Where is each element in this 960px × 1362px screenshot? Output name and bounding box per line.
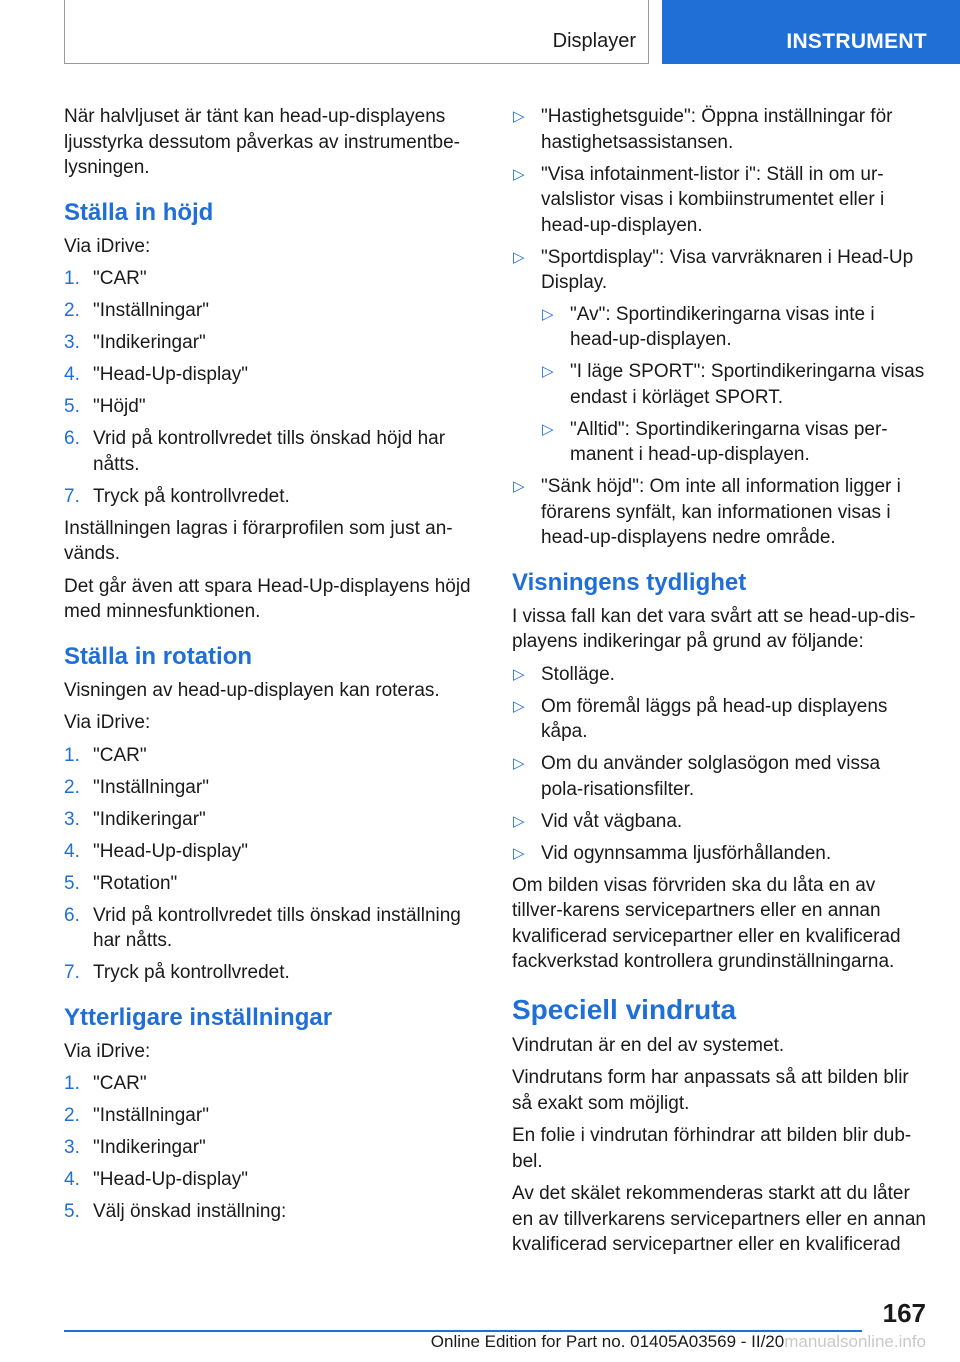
- step-text: "Indikeringar": [93, 1137, 206, 1158]
- page-number: 167: [882, 1298, 926, 1328]
- step-number: 2.: [64, 776, 80, 798]
- step-text: Tryck på kontrollvredet.: [93, 962, 290, 983]
- windshield-paragraph-1: Vindrutan är en del av systemet.: [512, 1034, 785, 1056]
- windshield-paragraph-3: En folie i vindrutan förhindrar att bilden blir dub-bel.: [512, 1125, 912, 1172]
- option-text: "Hastighetsguide": Öppna inställningar för hastighetsassistansen.: [541, 106, 893, 153]
- step-number: 5.: [64, 872, 80, 894]
- triangle-bullet-icon: ▷: [513, 478, 525, 495]
- option-text: "Visa infotainment-listor i": Ställ in om ur-valslistor visas i kombiinstrumentet eller i head-up-displayen.: [541, 163, 885, 236]
- windshield-paragraph-4: Av det skälet rekommenderas starkt att du låter en av tillverkarens servicepartners eller en annan kvalificerad servicepartner eller en kvalificerad: [512, 1183, 926, 1255]
- step-number: 3.: [64, 332, 80, 353]
- step-text: "CAR": [93, 1073, 147, 1094]
- list-item: [64, 330, 479, 356]
- rotation-description: Visningen av head-up-displayen kan roteras.: [64, 679, 440, 701]
- list-item: [64, 394, 479, 420]
- step-number: 3.: [64, 808, 80, 830]
- step-number: 4.: [64, 840, 80, 862]
- factor-text: Stolläge.: [541, 663, 615, 685]
- left-column: [64, 104, 479, 1231]
- list-item: [64, 484, 479, 510]
- triangle-bullet-icon: ▷: [513, 108, 525, 125]
- triangle-bullet-icon: ▷: [513, 755, 525, 772]
- chapter-tab: INSTRUMENT: [662, 0, 960, 64]
- triangle-bullet-icon: ▷: [513, 248, 525, 266]
- visibility-factors-list: [512, 662, 927, 867]
- edition-text: Online Edition for Part no. 01405A03569 - II/20: [430, 1332, 785, 1351]
- visibility-description: I vissa fall kan det vara svårt att se head-up-dis-playens indikeringar på grund av följande:: [512, 605, 916, 652]
- list-item: [64, 743, 479, 769]
- right-column: [512, 104, 927, 1265]
- triangle-bullet-icon: ▷: [513, 165, 525, 183]
- windshield-paragraph-2: Vindrutans form har anpassats så att bilden blir så exakt som möjligt.: [512, 1067, 909, 1114]
- list-item: [512, 751, 927, 802]
- step-number: 4.: [64, 364, 80, 385]
- list-item: [64, 1167, 479, 1193]
- list-item: [512, 104, 927, 155]
- step-number: 3.: [64, 1137, 80, 1158]
- heading-visibility: Visningens tydlighet: [512, 568, 747, 596]
- list-item: [64, 1199, 479, 1225]
- list-item: [541, 417, 927, 468]
- header-section-box: [64, 0, 649, 64]
- list-item: [512, 662, 927, 688]
- height-note-memory: Det går även att spara Head-Up-displayens höjd med minnesfunktionen.: [64, 575, 471, 622]
- list-item: [512, 245, 927, 468]
- step-text: "Indikeringar": [93, 808, 206, 830]
- triangle-bullet-icon: ▷: [542, 305, 554, 323]
- height-note-profile: Inställningen lagras i förarprofilen som just an-vänds.: [64, 517, 453, 564]
- triangle-bullet-icon: ▷: [513, 844, 525, 862]
- step-number: 5.: [64, 1201, 80, 1222]
- step-text: "Inställningar": [93, 300, 209, 321]
- step-number: 2.: [64, 1105, 80, 1126]
- step-number: 2.: [64, 300, 80, 321]
- step-text: "Inställningar": [93, 1105, 209, 1126]
- triangle-bullet-icon: ▷: [513, 697, 525, 715]
- step-text: "Head-Up-display": [93, 1169, 248, 1190]
- rotation-steps: [64, 743, 479, 986]
- list-item: [64, 426, 479, 477]
- step-text: "Head-Up-display": [93, 840, 248, 862]
- step-text: "Indikeringar": [93, 332, 206, 353]
- list-item: [512, 841, 927, 867]
- step-number: 1.: [64, 1073, 80, 1094]
- step-text: Tryck på kontrollvredet.: [93, 485, 290, 507]
- list-item: [512, 809, 927, 835]
- list-item: [64, 1103, 479, 1129]
- factor-text: Om du använder solglasögon med vissa pola-risationsfilter.: [541, 753, 881, 800]
- step-text: "Höjd": [93, 396, 146, 417]
- step-text: Vrid på kontrollvredet tills önskad höjd har nåtts.: [93, 428, 446, 475]
- list-item: [541, 302, 927, 353]
- heading-more-settings: Ytterligare inställningar: [64, 1003, 333, 1031]
- via-idrive-text: Via iDrive:: [64, 1040, 151, 1062]
- list-item: [64, 839, 479, 865]
- option-text: "Sänk höjd": Om inte all information ligger i förarens synfält, kan informationen visas i head-up-displayens nedre område.: [541, 476, 901, 548]
- list-item: [512, 694, 927, 745]
- list-item: [64, 775, 479, 801]
- factor-text: Om föremål läggs på head-up displayens kåpa.: [541, 695, 888, 742]
- option-text: "I läge SPORT": Sportindikeringarna visas endast i körläget SPORT.: [570, 361, 925, 408]
- step-text: "Head-Up-display": [93, 364, 248, 385]
- list-item: [512, 162, 927, 239]
- visibility-note: Om bilden visas förvriden ska du låta en av tillver-karens servicepartners eller en annan kvalificerad servicepartner eller en kvalificerad fackverkstad kontrollera grundinställningarna.: [512, 874, 901, 972]
- sport-sub-options: [541, 302, 927, 468]
- factor-text: Vid ogynnsamma ljusförhållanden.: [541, 842, 832, 864]
- step-text: Vrid på kontrollvredet tills önskad inställning har nåtts.: [93, 904, 461, 951]
- more-settings-steps: [64, 1071, 479, 1225]
- step-number: 1.: [64, 268, 80, 289]
- via-idrive-text: Via iDrive:: [64, 235, 151, 257]
- triangle-bullet-icon: ▷: [542, 363, 554, 380]
- step-number: 7.: [64, 485, 80, 507]
- heading-height: Ställa in höjd: [64, 198, 214, 226]
- option-text: "Av": Sportindikeringarna visas inte i head-up-displayen.: [570, 303, 875, 350]
- heading-rotation: Ställa in rotation: [64, 642, 253, 670]
- list-item: [512, 474, 927, 551]
- step-number: 7.: [64, 962, 80, 983]
- option-text: "Sportdisplay": Visa varvräknaren i Head-Up Display.: [541, 246, 914, 293]
- step-number: 1.: [64, 744, 80, 766]
- option-text: "Alltid": Sportindikeringarna visas per-manent i head-up-displayen.: [570, 418, 888, 465]
- list-item: [64, 960, 479, 986]
- step-text: Välj önskad inställning:: [93, 1201, 287, 1222]
- intro-paragraph: När halvljuset är tänt kan head-up-displayens ljusstyrka dessutom påverkas av instrumentbe-lysningen.: [64, 106, 460, 178]
- watermark-text: manualsonline.info: [784, 1332, 926, 1351]
- list-item: [64, 871, 479, 897]
- triangle-bullet-icon: ▷: [513, 665, 525, 683]
- height-steps: [64, 266, 479, 509]
- list-item: [64, 1071, 479, 1097]
- heading-windshield: Speciell vindruta: [512, 993, 737, 1025]
- section-label: Displayer: [552, 30, 636, 52]
- list-item: [64, 266, 479, 292]
- footer-edition: [431, 1332, 926, 1352]
- via-idrive-text: Via iDrive:: [64, 712, 151, 733]
- list-item: [64, 362, 479, 388]
- step-text: "CAR": [93, 268, 147, 289]
- list-item: [64, 298, 479, 324]
- list-item: [64, 807, 479, 833]
- settings-options-list: [512, 104, 927, 551]
- list-item: [64, 903, 479, 954]
- step-number: 4.: [64, 1169, 80, 1190]
- step-text: "Inställningar": [93, 776, 209, 798]
- triangle-bullet-icon: ▷: [513, 812, 525, 830]
- factor-text: Vid våt vägbana.: [541, 810, 683, 832]
- step-number: 6.: [64, 428, 80, 449]
- list-item: [541, 359, 927, 410]
- list-item: [64, 1135, 479, 1161]
- step-text: "Rotation": [93, 872, 178, 894]
- step-number: 6.: [64, 904, 80, 926]
- step-text: "CAR": [93, 744, 147, 766]
- step-number: 5.: [64, 396, 80, 417]
- triangle-bullet-icon: ▷: [542, 420, 554, 438]
